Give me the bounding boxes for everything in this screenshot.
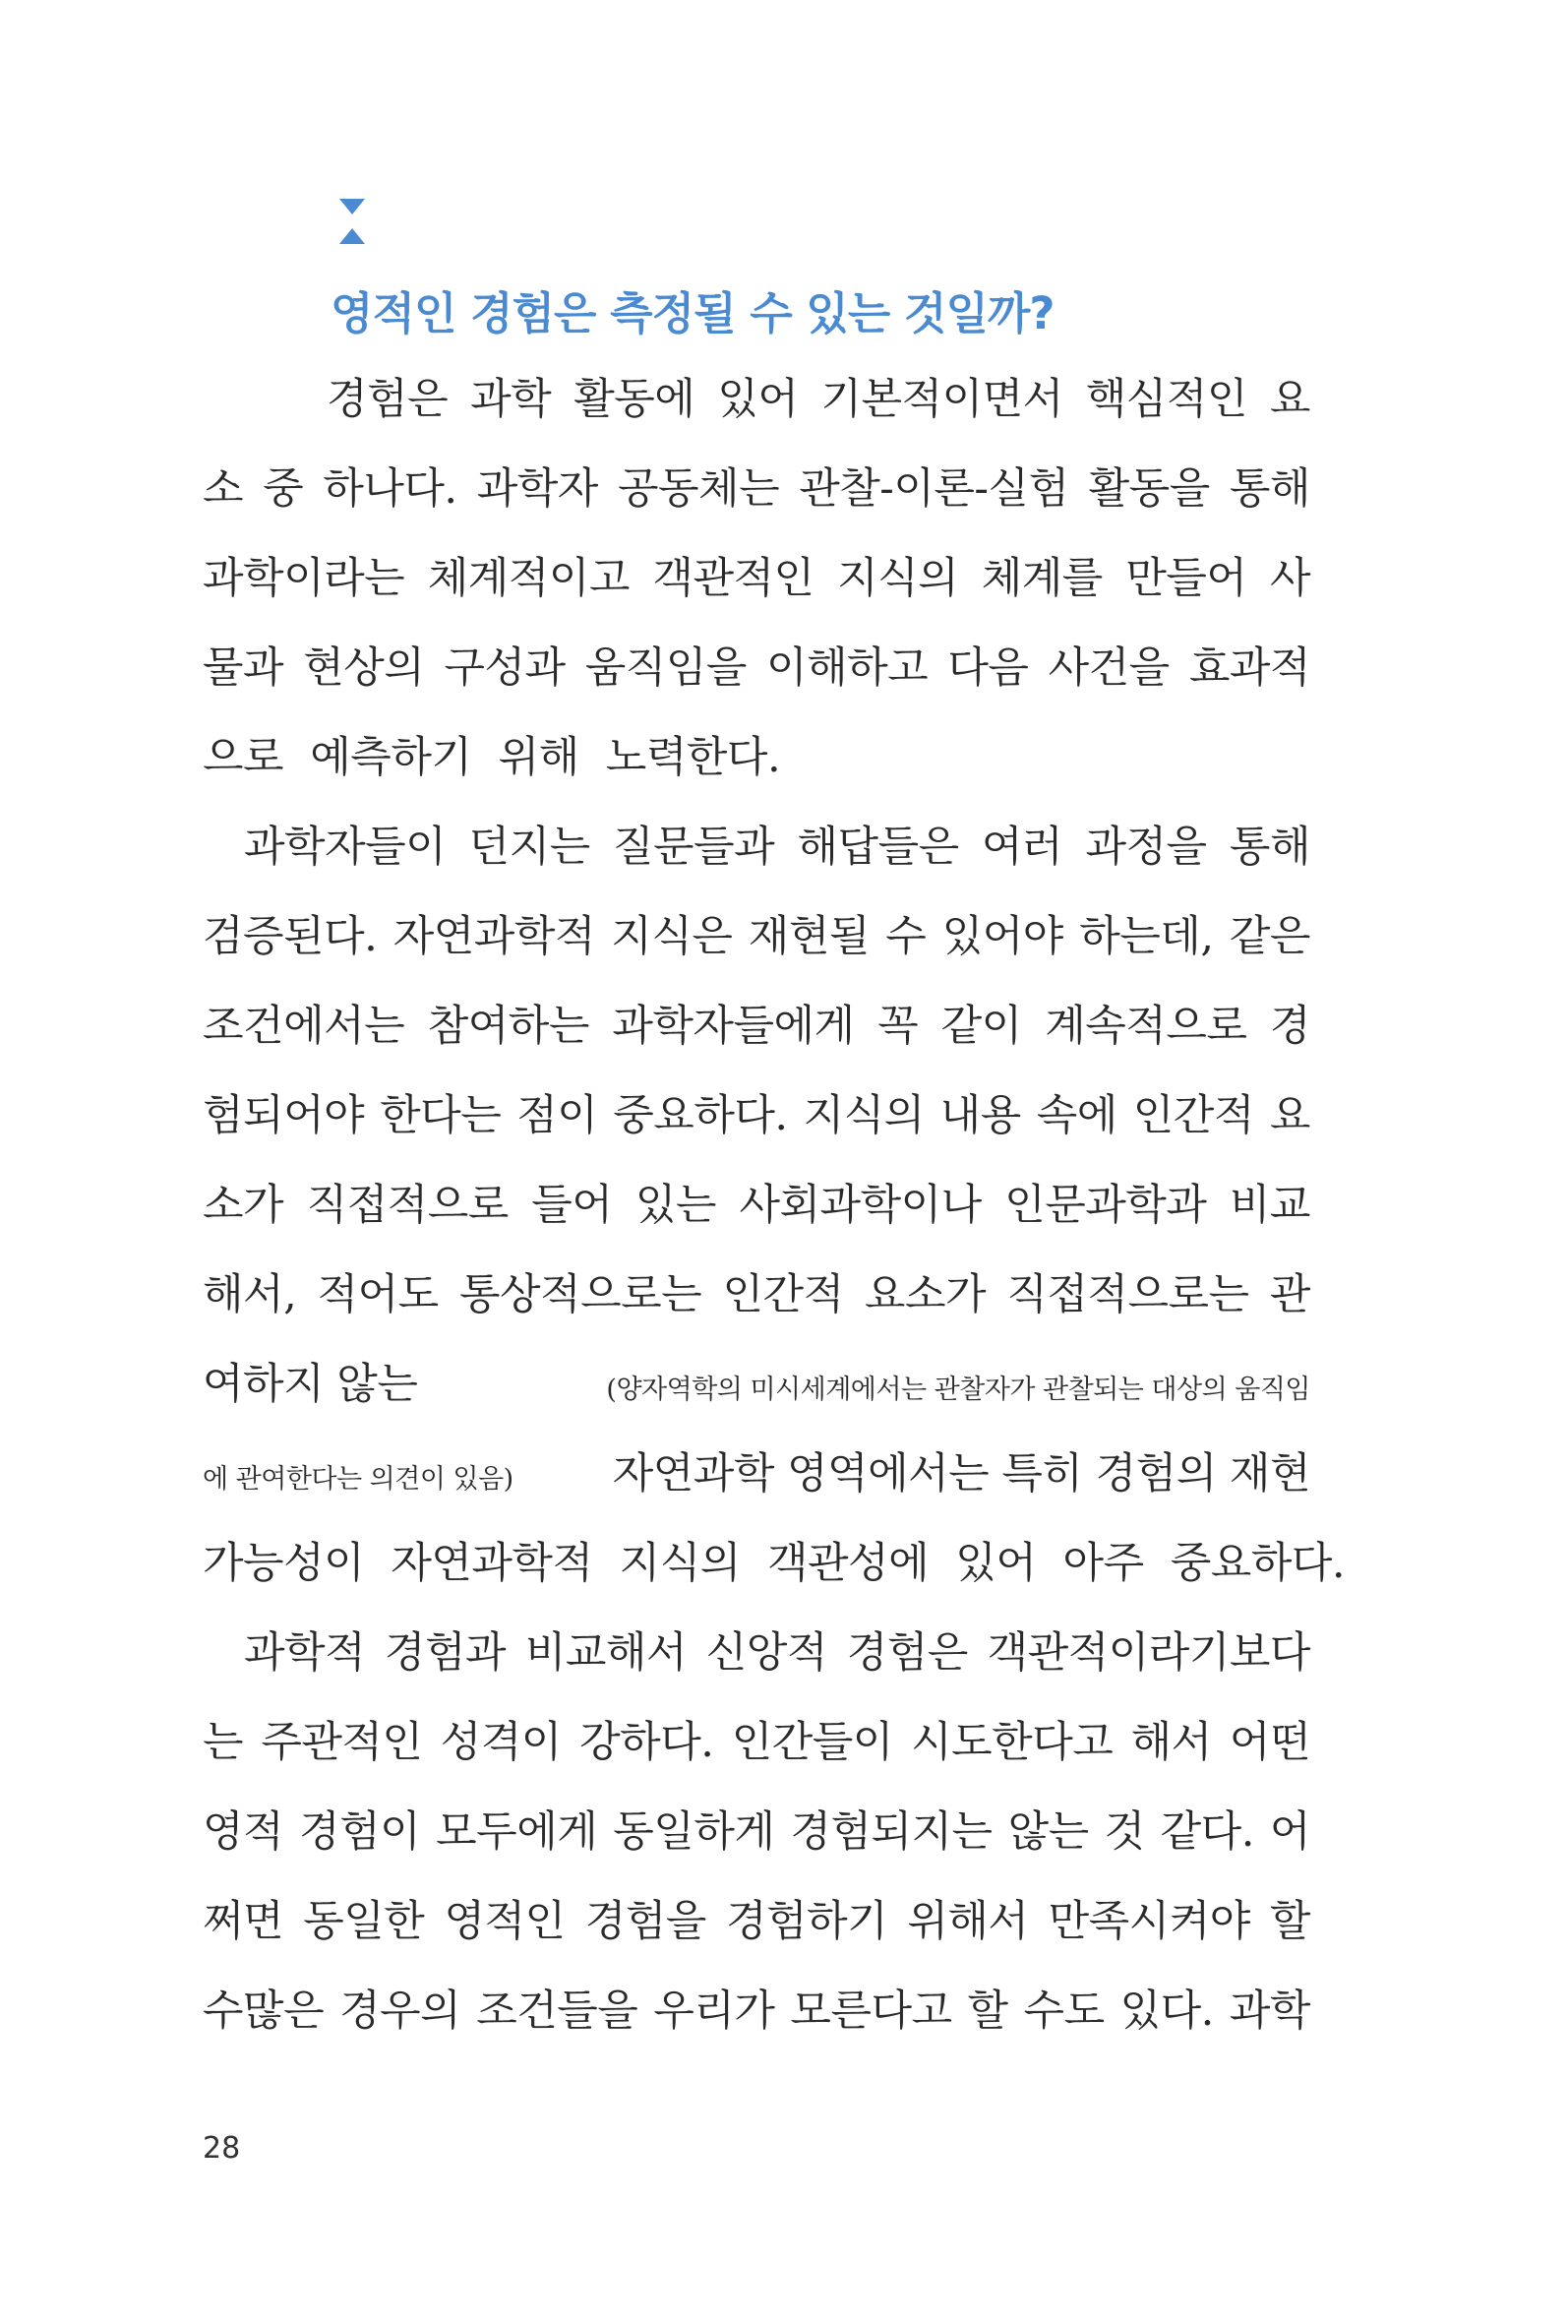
word: 조건에서는	[203, 1002, 405, 1051]
word: 관찰-이론-실험	[799, 464, 1069, 514]
word: 자연과학적	[392, 912, 595, 961]
word: 주관적인	[261, 1718, 423, 1767]
word: 점이	[516, 1091, 598, 1140]
parenthetical-note: 에 관여한다는 의견이 있음)	[203, 1464, 513, 1495]
word: 사	[1269, 554, 1310, 603]
word: 않는	[1007, 1807, 1089, 1857]
word: 해서,	[203, 1270, 297, 1319]
word: 질문들과	[613, 823, 775, 872]
word: 경험하기	[726, 1897, 888, 1946]
word: 체계를	[981, 554, 1103, 603]
word: 영적인	[444, 1897, 566, 1946]
word: 비교	[1229, 1181, 1310, 1230]
paragraph-line	[203, 993, 1310, 1082]
word: 사회과학이나	[739, 1181, 982, 1230]
word: 경험은	[846, 1628, 968, 1678]
word: 시도한다고	[911, 1718, 1114, 1767]
word: 모른다고	[790, 1987, 952, 2036]
word: 위해서	[907, 1897, 1029, 1946]
word: 있다.	[1119, 1987, 1214, 2036]
word: 강하다.	[579, 1718, 714, 1767]
word: 다음	[947, 643, 1029, 693]
word: 영적	[203, 1807, 284, 1857]
word: 요소가	[864, 1270, 987, 1319]
word: 있어야	[941, 912, 1063, 961]
word: 인문과학과	[1004, 1181, 1207, 1230]
word: 우리가	[653, 1987, 775, 2036]
word: 기본적이면서	[820, 375, 1063, 424]
paragraph-line: 으로 예측하기 위해 노력한다.	[203, 733, 781, 782]
word: 는	[203, 1718, 244, 1767]
word: 과학자들에게	[612, 1002, 855, 1051]
paragraph-line	[203, 1172, 1310, 1261]
word: 핵심적인	[1085, 375, 1247, 424]
word: 과학자들이	[244, 823, 447, 872]
word: 과학	[470, 375, 552, 424]
word: 직접적으로	[306, 1181, 509, 1230]
paragraph-line: 가능성이 자연과학적 지식의 객관성에 있어 아주 중요하다.	[203, 1539, 1346, 1588]
page-number: 28	[203, 2131, 241, 2166]
paragraph-line	[203, 814, 1310, 903]
paragraph-line	[203, 635, 1310, 724]
paragraph-line	[203, 903, 1310, 993]
word: 만족시켜야	[1048, 1897, 1250, 1946]
word: 수	[885, 912, 927, 961]
word: 해서	[1130, 1718, 1212, 1767]
word: 소	[203, 464, 244, 514]
word: 계속적으로	[1045, 1002, 1247, 1051]
word: 관	[1269, 1270, 1310, 1319]
word: 같다.	[1160, 1807, 1254, 1857]
word: 동일하게	[613, 1807, 775, 1857]
body-text	[203, 366, 1346, 2067]
paragraph-line	[203, 1888, 1310, 1978]
paragraph-line	[203, 366, 1310, 456]
word: 비교해서	[524, 1628, 687, 1678]
word: 중	[263, 464, 304, 514]
word: 인간적	[722, 1270, 844, 1319]
word: 경험과	[384, 1628, 507, 1678]
word: 요	[1269, 375, 1310, 424]
word: 재현될	[748, 912, 870, 961]
word: 효과적	[1188, 643, 1310, 693]
word: 할	[967, 1987, 1008, 2036]
word: 검증된다.	[203, 912, 378, 961]
section-heading: 영적인 경험은 측정될 수 있는 것일까?	[331, 287, 1055, 339]
word: 조건들을	[476, 1987, 638, 2036]
word: 험되어야	[203, 1091, 365, 1140]
word: 직접적으로는	[1006, 1270, 1249, 1319]
word: 사건을	[1048, 643, 1170, 693]
word: 어	[1269, 1807, 1310, 1857]
word: 경	[1269, 1002, 1310, 1051]
word: 한다는	[380, 1091, 502, 1140]
word: 경험을	[584, 1897, 706, 1946]
word: 공동체는	[617, 464, 780, 514]
word: 참여하는	[427, 1002, 589, 1051]
word: 하나다.	[323, 464, 457, 514]
word: 어떤	[1229, 1718, 1310, 1767]
word: 쩌면	[203, 1897, 284, 1946]
word: 경우의	[339, 1987, 461, 2036]
word: 할	[1269, 1897, 1310, 1946]
word: 객관적이라기보다	[987, 1628, 1310, 1678]
word: 통해	[1229, 823, 1310, 872]
word: 물과	[203, 643, 284, 693]
word: 것	[1104, 1807, 1145, 1857]
word: 모두에게	[436, 1807, 598, 1857]
word: 수도	[1023, 1987, 1105, 2036]
parenthetical-note: (양자역학의 미시세계에서는 관찰자가 관찰되는 대상의 움직임	[606, 1375, 1310, 1405]
word: 객관적인	[652, 554, 814, 603]
word: 던지는	[468, 823, 590, 872]
word: 지식의	[803, 1091, 925, 1140]
word: 적어도	[317, 1270, 439, 1319]
paragraph-line-with-note	[203, 1440, 1310, 1530]
word: 과학	[1229, 1987, 1310, 2036]
word: 들어	[531, 1181, 613, 1230]
word: 지식의	[837, 554, 959, 603]
word: 성격이	[440, 1718, 562, 1767]
word: 경험은	[327, 375, 449, 424]
word: 만들어	[1125, 554, 1247, 603]
word: 중요하다.	[613, 1091, 788, 1140]
word: 동일한	[303, 1897, 425, 1946]
word: 있는	[634, 1181, 716, 1230]
word: 과학적	[244, 1628, 366, 1678]
word: 이해하고	[766, 643, 929, 693]
word: 과학자	[476, 464, 598, 514]
word: 활동을	[1088, 464, 1210, 514]
word: 같은	[1229, 912, 1310, 961]
word: 체계적이고	[427, 554, 630, 603]
word: 여러	[982, 823, 1063, 872]
paragraph-line	[203, 1082, 1310, 1172]
paragraph-line	[203, 1709, 1310, 1799]
paragraph-line	[203, 1261, 1310, 1351]
section-marker-icon	[337, 197, 367, 248]
word: 경험이	[299, 1807, 421, 1857]
line-text: 자연과학 영역에서는 특히 경험의 재현	[612, 1449, 1310, 1498]
word: 지식은	[611, 912, 733, 961]
word: 구성과	[444, 643, 566, 693]
paragraph-line	[203, 1799, 1310, 1888]
word: 해답들은	[797, 823, 959, 872]
word: 움직임을	[584, 643, 747, 693]
word: 과정을	[1085, 823, 1207, 872]
word: 인간들이	[731, 1718, 893, 1767]
paragraph-line	[203, 545, 1310, 635]
paragraph-line-with-note	[203, 1351, 1310, 1440]
paragraph-line	[203, 1620, 1310, 1709]
word: 신앙적	[705, 1628, 827, 1678]
word: 경험되지는	[790, 1807, 993, 1857]
word: 과학이라는	[203, 554, 405, 603]
word: 하는데,	[1079, 912, 1214, 961]
paragraph-line	[203, 1978, 1310, 2067]
word: 인간적	[1132, 1091, 1254, 1140]
word: 수많은	[203, 1987, 325, 2036]
word: 같이	[940, 1002, 1022, 1051]
word: 활동에	[573, 375, 695, 424]
line-text: 여하지 않는	[203, 1360, 418, 1409]
word: 통상적으로는	[458, 1270, 702, 1319]
word: 있어	[717, 375, 799, 424]
word: 소가	[203, 1181, 284, 1230]
word: 속에	[1036, 1091, 1117, 1140]
word: 통해	[1229, 464, 1310, 514]
word: 꼭	[877, 1002, 919, 1051]
paragraph-line	[203, 456, 1310, 545]
word: 내용	[939, 1091, 1021, 1140]
word: 요	[1269, 1091, 1310, 1140]
word: 현상의	[303, 643, 425, 693]
